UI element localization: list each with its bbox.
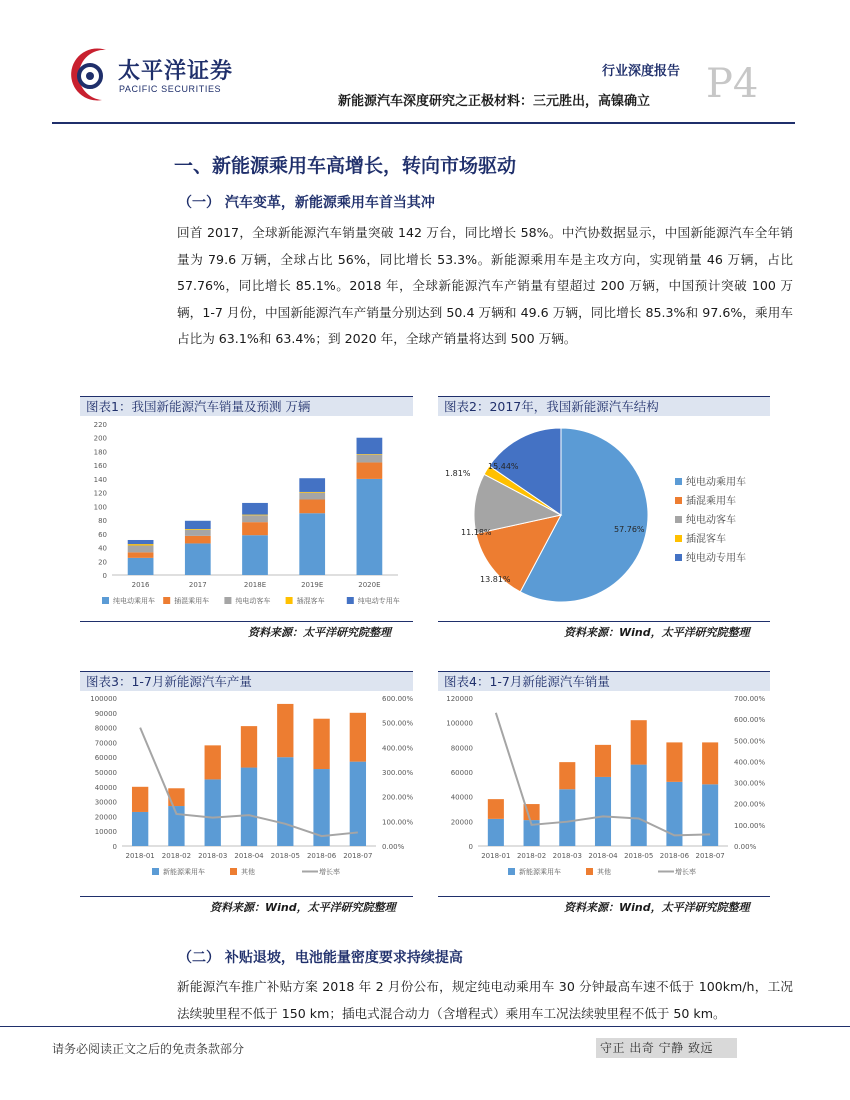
legend-label-0: 新能源乘用车 — [519, 868, 561, 876]
legend-swatch-1 — [675, 497, 682, 504]
y-tick-label-1: 10000 — [94, 828, 117, 837]
bar-chart1-s1-c3 — [299, 500, 325, 514]
x-tick-label-5: 2018-06 — [659, 852, 690, 860]
chart3-title: 图表3：1-7月新能源汽车产量 — [80, 671, 413, 691]
y-tick-label-2: 20000 — [94, 813, 117, 822]
legend-swatch-4 — [347, 597, 354, 604]
legend-label-1: 插混乘用车 — [174, 597, 210, 605]
y-tick-label-2: 40000 — [450, 793, 473, 802]
bar-chart1-s4-c2 — [242, 503, 268, 515]
bar-chart4-s0-c6 — [702, 784, 718, 846]
legend-swatch-0 — [152, 868, 159, 875]
bar-chart4-s1-c2 — [559, 762, 575, 789]
legend-label-0: 纯电动乘用车 — [686, 477, 746, 488]
x-tick-label-4: 2018-05 — [624, 852, 654, 860]
bar-chart1-s4-c4 — [357, 438, 383, 454]
bar-chart1-s4-c0 — [128, 540, 154, 544]
bar-chart1-s1-c2 — [242, 522, 268, 535]
y-tick-label-4: 80000 — [450, 744, 473, 753]
bar-chart3-s0-c3 — [241, 768, 257, 846]
y2-tick-label-3: 300.00% — [382, 769, 413, 777]
bar-chart1-s4-c1 — [185, 521, 211, 529]
footer-divider — [0, 1026, 850, 1027]
y-tick-label-7: 70000 — [94, 739, 117, 748]
legend-swatch-4 — [675, 554, 682, 561]
y-tick-label-10: 200 — [93, 434, 107, 443]
bar-chart4-s1-c3 — [595, 745, 611, 777]
bar-chart1-s2-c4 — [357, 455, 383, 463]
bar-chart3-s1-c4 — [277, 704, 293, 757]
chart1-source: 资料来源：太平洋研究院整理 — [248, 626, 391, 639]
paragraph-1: 回首 2017，全球新能源汽车销量突破 142 万台，同比增长 58%。中汽协数据显示，中国新能源汽车全年销量为 79.6 万辆，全球占比 56%，同比增长 53.3%。新能源乘用车是主攻方向，实现销量 46 万辆，占比 57.76%，同比增长 85.1%。2018 年，全球新能源汽车产销量有望超过 200 万辆，中国预计突破 100 万辆，1-7 月份，中国新能源汽车产销量分别达到 50.4 万辆和 49.6 万辆，同比增长 85.3%和 97.6%，乘用车占比为 63.1%和 63.4%；到 2020 年，全球产销量将达到 500 万辆。 — [177, 225, 793, 346]
legend-swatch-0 — [102, 597, 109, 604]
x-tick-label-3: 2019E — [301, 581, 324, 589]
legend-label-2: 纯电动客车 — [686, 515, 736, 526]
y-tick-label-9: 90000 — [94, 709, 117, 718]
legend-swatch-1 — [586, 868, 593, 875]
bar-chart3-s1-c6 — [350, 713, 366, 762]
bar-chart1-s0-c2 — [242, 535, 268, 575]
y-tick-label-4: 80 — [98, 517, 107, 526]
chart2-bottom-rule — [438, 621, 770, 622]
bar-chart1-s0-c3 — [299, 513, 325, 575]
y-tick-label-8: 80000 — [94, 724, 117, 733]
subsection-heading-1: （一） 汽车变革，新能源乘用车首当其冲 — [178, 195, 435, 211]
bar-chart4-s0-c4 — [631, 765, 647, 846]
bar-chart1-s1-c0 — [128, 552, 154, 557]
x-tick-label-1: 2017 — [188, 581, 207, 589]
chart3-panel — [80, 671, 413, 897]
bar-chart4-s1-c0 — [488, 799, 504, 819]
legend-swatch-0 — [675, 478, 682, 485]
bar-chart1-s3-c3 — [299, 492, 325, 493]
bar-chart3-s1-c5 — [313, 719, 329, 769]
legend-swatch-3 — [675, 535, 682, 542]
legend-label-1: 其他 — [597, 868, 611, 876]
y2-tick-label-2: 200.00% — [734, 800, 766, 809]
report-title: 新能源汽车深度研究之正极材料：三元胜出，高镍确立 — [338, 94, 651, 109]
x-tick-label-1: 2018-02 — [161, 852, 192, 860]
bar-chart1-s0-c0 — [128, 558, 154, 575]
bar-chart4-s0-c3 — [595, 777, 611, 846]
y-tick-label-0: 0 — [102, 572, 107, 580]
chart2-title: 图表2：2017年，我国新能源汽车结构 — [438, 396, 770, 416]
bar-chart1-s3-c0 — [128, 544, 154, 545]
chart1-plot — [80, 416, 413, 622]
legend-label-4: 纯电动专用车 — [686, 553, 746, 564]
bar-chart4-s0-c2 — [559, 789, 575, 846]
bar-chart1-s2-c2 — [242, 515, 268, 522]
x-tick-label-0: 2018-01 — [125, 852, 155, 860]
chart4-bottom-rule — [438, 896, 770, 897]
y2-tick-label-5: 500.00% — [382, 719, 413, 728]
y-tick-label-9: 180 — [93, 448, 107, 457]
legend-label-2: 增长率 — [675, 868, 696, 876]
y2-tick-label-0: 0.00% — [382, 843, 405, 851]
legend-label-4: 纯电动专用车 — [357, 597, 400, 605]
legend-label-1: 其他 — [241, 868, 255, 876]
footer-disclaimer: 请务必阅读正文之后的免责条款部分 — [52, 1042, 245, 1056]
x-tick-label-2: 2018E — [243, 581, 267, 589]
bar-chart1-s4-c3 — [299, 478, 325, 492]
x-tick-label-6: 2018-07 — [343, 852, 373, 860]
y2-tick-label-6: 600.00% — [734, 716, 766, 725]
subsection-heading-2: （二） 补贴退坡，电池能量密度要求持续提高 — [178, 950, 463, 966]
chart1-panel — [80, 396, 413, 622]
legend-swatch-0 — [508, 868, 515, 875]
y-tick-label-0: 0 — [112, 843, 117, 851]
chart2-plot — [438, 416, 770, 622]
chart4-plot — [438, 691, 770, 897]
chart4-title: 图表4：1-7月新能源汽车销量 — [438, 671, 770, 691]
bar-chart1-s1-c4 — [357, 462, 383, 478]
x-tick-label-0: 2016 — [131, 581, 150, 589]
bar-chart3-s1-c1 — [168, 788, 184, 806]
bar-chart3-s1-c3 — [241, 726, 257, 767]
pie-data-label-2: 11.18% — [461, 528, 492, 537]
y2-tick-label-1: 100.00% — [734, 821, 766, 830]
bar-chart3-s0-c2 — [205, 779, 221, 846]
pie-data-label-0: 57.76% — [614, 525, 645, 534]
y2-tick-label-4: 400.00% — [734, 758, 766, 767]
pie-data-label-4: 15.44% — [488, 462, 519, 471]
legend-swatch-2 — [675, 516, 682, 523]
chart3-bottom-rule — [80, 896, 413, 897]
chart1-title: 图表1：我国新能源汽车销量及预测 万辆 — [80, 396, 413, 416]
footer-motto: 守正 出奇 宁静 致远 — [596, 1038, 737, 1058]
y-tick-label-8: 160 — [93, 462, 107, 471]
legend-label-2: 纯电动客车 — [235, 597, 271, 605]
legend-label-0: 新能源乘用车 — [163, 868, 205, 876]
paragraph-2: 新能源汽车推广补贴方案 2018 年 2 月份公布，规定纯电动乘用车 30 分钟最高车速不低于 100km/h，工况法续驶里程不低于 150 km；插电式混合动力（含增程式）乘用车工况法续驶里程不低于 50 km。 — [177, 979, 793, 1021]
bar-chart3-s1-c2 — [205, 745, 221, 779]
y-tick-label-1: 20 — [98, 558, 107, 567]
y2-tick-label-7: 700.00% — [734, 695, 766, 703]
y-tick-label-6: 60000 — [94, 754, 117, 763]
chart3-source: 资料来源：Wind，太平洋研究院整理 — [210, 901, 396, 914]
y2-tick-label-6: 600.00% — [382, 695, 413, 703]
x-tick-label-2: 2018-03 — [198, 852, 228, 860]
logo-chinese-name: 太平洋证券 — [118, 59, 234, 84]
y-tick-label-5: 100000 — [446, 719, 473, 728]
y-tick-label-6: 120 — [93, 489, 107, 498]
legend-label-3: 插混客车 — [296, 597, 325, 605]
chart3-plot — [80, 691, 413, 897]
y2-tick-label-3: 300.00% — [734, 779, 766, 788]
bar-chart3-s0-c4 — [277, 757, 293, 846]
bar-chart1-s2-c0 — [128, 545, 154, 552]
y-tick-label-1: 20000 — [450, 818, 473, 827]
y2-tick-label-1: 100.00% — [382, 818, 413, 827]
x-tick-label-4: 2018-05 — [270, 852, 300, 860]
page-number: P4 — [706, 61, 759, 107]
x-tick-label-2: 2018-03 — [552, 852, 582, 860]
x-tick-label-1: 2018-02 — [516, 852, 547, 860]
y2-tick-label-4: 400.00% — [382, 744, 413, 753]
chart2-source: 资料来源：Wind，太平洋研究院整理 — [564, 626, 750, 639]
logo-english-name: PACIFIC SECURITIES — [119, 84, 222, 94]
y2-tick-label-5: 500.00% — [734, 737, 766, 746]
bar-chart1-s3-c2 — [242, 515, 268, 516]
bar-chart1-s1-c1 — [185, 536, 211, 544]
legend-label-3: 插混客车 — [686, 534, 726, 545]
legend-swatch-3 — [286, 597, 293, 604]
header-divider — [52, 122, 795, 124]
y-tick-label-7: 140 — [93, 475, 107, 484]
chart4-source: 资料来源：Wind，太平洋研究院整理 — [564, 901, 750, 914]
bar-chart3-s0-c0 — [132, 812, 148, 846]
bar-chart4-s1-c4 — [631, 720, 647, 764]
y2-tick-label-0: 0.00% — [734, 843, 757, 851]
legend-label-0: 纯电动乘用车 — [113, 597, 155, 605]
y-tick-label-5: 50000 — [94, 769, 117, 777]
logo-emblem-icon — [62, 42, 116, 108]
bar-chart4-s0-c0 — [488, 819, 504, 846]
chart1-bottom-rule — [80, 621, 413, 622]
chart2-panel — [438, 396, 770, 622]
legend-label-1: 插混乘用车 — [686, 496, 736, 507]
y-tick-label-0: 0 — [468, 843, 473, 851]
x-tick-label-3: 2018-04 — [588, 852, 618, 860]
bar-chart1-s0-c4 — [357, 479, 383, 575]
x-tick-label-5: 2018-06 — [306, 852, 337, 860]
legend-label-2: 增长率 — [319, 868, 340, 876]
report-type: 行业深度报告 — [602, 64, 681, 79]
y-tick-label-11: 220 — [93, 421, 107, 429]
y-tick-label-3: 60 — [98, 530, 107, 539]
y-tick-label-4: 40000 — [94, 783, 117, 792]
y-tick-label-2: 40 — [98, 544, 107, 553]
x-tick-label-0: 2018-01 — [481, 852, 511, 860]
x-tick-label-4: 2020E — [358, 581, 381, 589]
x-tick-label-3: 2018-04 — [234, 852, 264, 860]
bar-chart4-s1-c6 — [702, 742, 718, 784]
legend-swatch-2 — [224, 597, 231, 604]
bar-chart1-s3-c1 — [185, 529, 211, 530]
chart4-panel — [438, 671, 770, 897]
x-tick-label-6: 2018-07 — [695, 852, 725, 860]
pie-data-label-3: 1.81% — [445, 469, 471, 478]
y2-tick-label-2: 200.00% — [382, 793, 413, 802]
bar-chart1-s2-c3 — [299, 493, 325, 500]
y-tick-label-10: 100000 — [90, 695, 117, 703]
bar-chart4-s1-c5 — [666, 742, 682, 781]
company-logo — [62, 42, 234, 108]
y-tick-label-3: 30000 — [94, 798, 117, 807]
y-tick-label-3: 60000 — [450, 769, 473, 777]
legend-swatch-1 — [163, 597, 170, 604]
bar-chart1-s2-c1 — [185, 530, 211, 536]
bar-chart1-s0-c1 — [185, 543, 211, 575]
bar-chart3-s1-c0 — [132, 787, 148, 812]
y-tick-label-5: 100 — [93, 503, 107, 512]
section-heading: 一、新能源乘用车高增长，转向市场驱动 — [174, 155, 517, 177]
y-tick-label-6: 120000 — [446, 695, 473, 703]
legend-swatch-1 — [230, 868, 237, 875]
bar-chart1-s3-c4 — [357, 454, 383, 455]
pie-data-label-1: 13.81% — [480, 575, 511, 584]
